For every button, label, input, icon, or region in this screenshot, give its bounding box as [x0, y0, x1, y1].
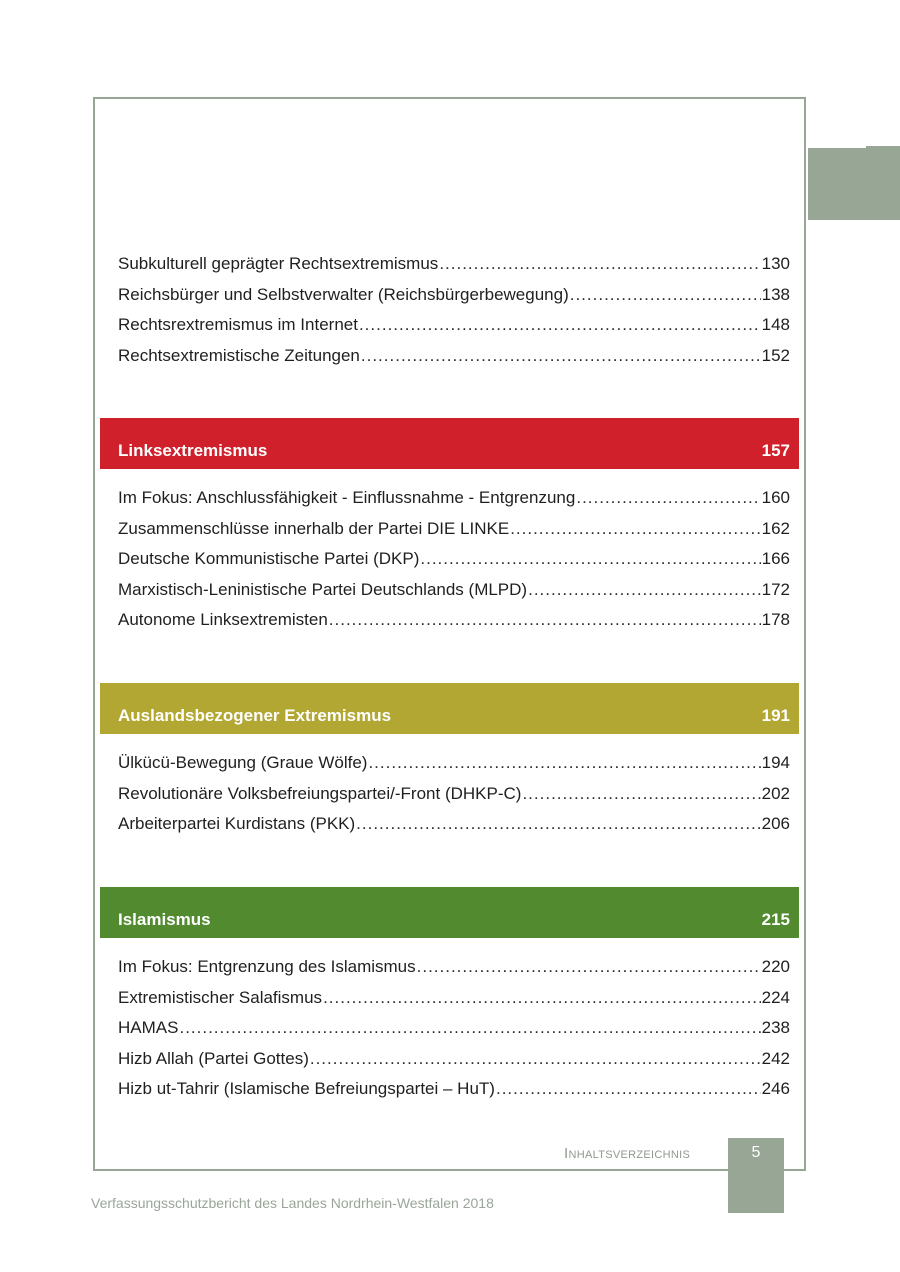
section-heading-page: 215: [761, 910, 790, 929]
section-heading-auslandsbezogener-extremismus[interactable]: [100, 683, 799, 734]
section-heading-title: Linksextremismus: [118, 441, 268, 460]
toc-entry-page: 238: [761, 1018, 790, 1037]
dot-leader: [310, 1049, 761, 1069]
toc-entry-page: 224: [761, 988, 790, 1007]
dot-leader: [439, 254, 760, 274]
dot-leader: [329, 610, 761, 630]
toc-entry-title: Rechtsextremistische Zeitungen: [118, 346, 360, 365]
dot-leader: [323, 988, 761, 1008]
report-title-footer: Verfassungsschutzbericht des Landes Nordrhein-Westfalen 2018: [91, 1195, 494, 1211]
toc-entry-title: Im Fokus: Anschlussfähigkeit - Einflussnahme - Entgrenzung: [118, 488, 576, 507]
toc-entry-title: Hizb ut-Tahrir (Islamische Befreiungspartei – HuT): [118, 1079, 495, 1098]
toc-entry-page: 178: [761, 610, 790, 629]
toc-entry[interactable]: [118, 814, 790, 838]
toc-entry-page: 242: [761, 1049, 790, 1068]
toc-entry[interactable]: [118, 1079, 790, 1103]
toc-entry-title: Deutsche Kommunistische Partei (DKP): [118, 549, 420, 568]
dot-leader: [356, 814, 760, 834]
dot-leader: [359, 315, 761, 335]
toc-entry-title: Ülkücü-Bewegung (Graue Wölfe): [118, 753, 368, 772]
dot-leader: [496, 1079, 761, 1099]
section-heading-title: Auslandsbezogener Extremismus: [118, 706, 392, 725]
toc-entry-page: 202: [761, 784, 790, 803]
toc-entry-title: Reichsbürger und Selbstverwalter (Reichsbürgerbewegung): [118, 285, 569, 304]
page-number-box: [728, 1138, 784, 1213]
toc-entry[interactable]: [118, 346, 790, 370]
dot-leader: [576, 488, 760, 508]
toc-entry[interactable]: [118, 315, 790, 339]
toc-entry[interactable]: [118, 988, 790, 1012]
toc-entry[interactable]: [118, 610, 790, 634]
toc-entry[interactable]: [118, 254, 790, 278]
dot-leader: [510, 519, 760, 539]
dot-leader: [361, 346, 761, 366]
toc-entry-page: 206: [761, 814, 790, 833]
section-heading-page: 157: [761, 441, 790, 460]
toc-entry[interactable]: [118, 549, 790, 573]
toc-entry-page: 220: [761, 957, 790, 976]
toc-entry-page: 152: [761, 346, 790, 365]
toc-entry[interactable]: [118, 488, 790, 512]
dot-leader: [570, 285, 761, 305]
section-label-rest: nhaltsverzeichnis: [568, 1145, 691, 1162]
toc-entry[interactable]: [118, 285, 790, 309]
toc-entry-page: 148: [761, 315, 790, 334]
toc-entry-title: Revolutionäre Volksbefreiungspartei/-Front (DHKP-C): [118, 784, 522, 803]
toc-entry[interactable]: [118, 580, 790, 604]
toc-entry-page: 160: [761, 488, 790, 507]
toc-entry-page: 138: [761, 285, 790, 304]
running-footer-section-label: [564, 1145, 690, 1162]
toc-entry[interactable]: [118, 519, 790, 543]
dot-leader: [522, 784, 760, 804]
toc-entry-title: Hizb Allah (Partei Gottes): [118, 1049, 309, 1068]
toc-entry-title: Rechtsrextremismus im Internet: [118, 315, 358, 334]
toc-entry-page: 166: [761, 549, 790, 568]
section-heading-linksextremismus[interactable]: [100, 418, 799, 469]
toc-entry-title: Marxistisch-Leninistische Partei Deutschlands (MLPD): [118, 580, 528, 599]
toc-entry[interactable]: [118, 957, 790, 981]
toc-entry-title: Arbeiterpartei Kurdistans (PKK): [118, 814, 356, 833]
dot-leader: [368, 753, 760, 773]
side-tab-notch: [808, 144, 866, 148]
toc-entry-page: 130: [761, 254, 790, 273]
section-heading-page: 191: [761, 706, 790, 725]
toc-entry-title: Zusammenschlüsse innerhalb der Partei DIE LINKE: [118, 519, 510, 538]
toc-entry-page: 194: [761, 753, 790, 772]
section-heading-islamismus[interactable]: [100, 887, 799, 938]
toc-entry[interactable]: [118, 753, 790, 777]
page-number: 5: [751, 1144, 761, 1161]
toc-entry-page: 162: [761, 519, 790, 538]
toc-entry-title: Subkulturell geprägter Rechtsextremismus: [118, 254, 439, 273]
toc-entry-title: Autonome Linksextremisten: [118, 610, 328, 629]
section-heading-title: Islamismus: [118, 910, 211, 929]
dot-leader: [179, 1018, 760, 1038]
toc-entry-page: 172: [761, 580, 790, 599]
toc-entry-title: HAMAS: [118, 1018, 179, 1037]
dot-leader: [417, 957, 761, 977]
toc-entry[interactable]: [118, 1018, 790, 1042]
toc-entry-title: Extremistischer Salafismus: [118, 988, 323, 1007]
toc-entry-page: 246: [761, 1079, 790, 1098]
chapter-side-tab: [808, 146, 900, 220]
toc-entry[interactable]: [118, 784, 790, 808]
toc-entry-title: Im Fokus: Entgrenzung des Islamismus: [118, 957, 416, 976]
dot-leader: [420, 549, 760, 569]
section-label-initial: I: [564, 1145, 569, 1162]
toc-entry[interactable]: [118, 1049, 790, 1073]
dot-leader: [528, 580, 761, 600]
